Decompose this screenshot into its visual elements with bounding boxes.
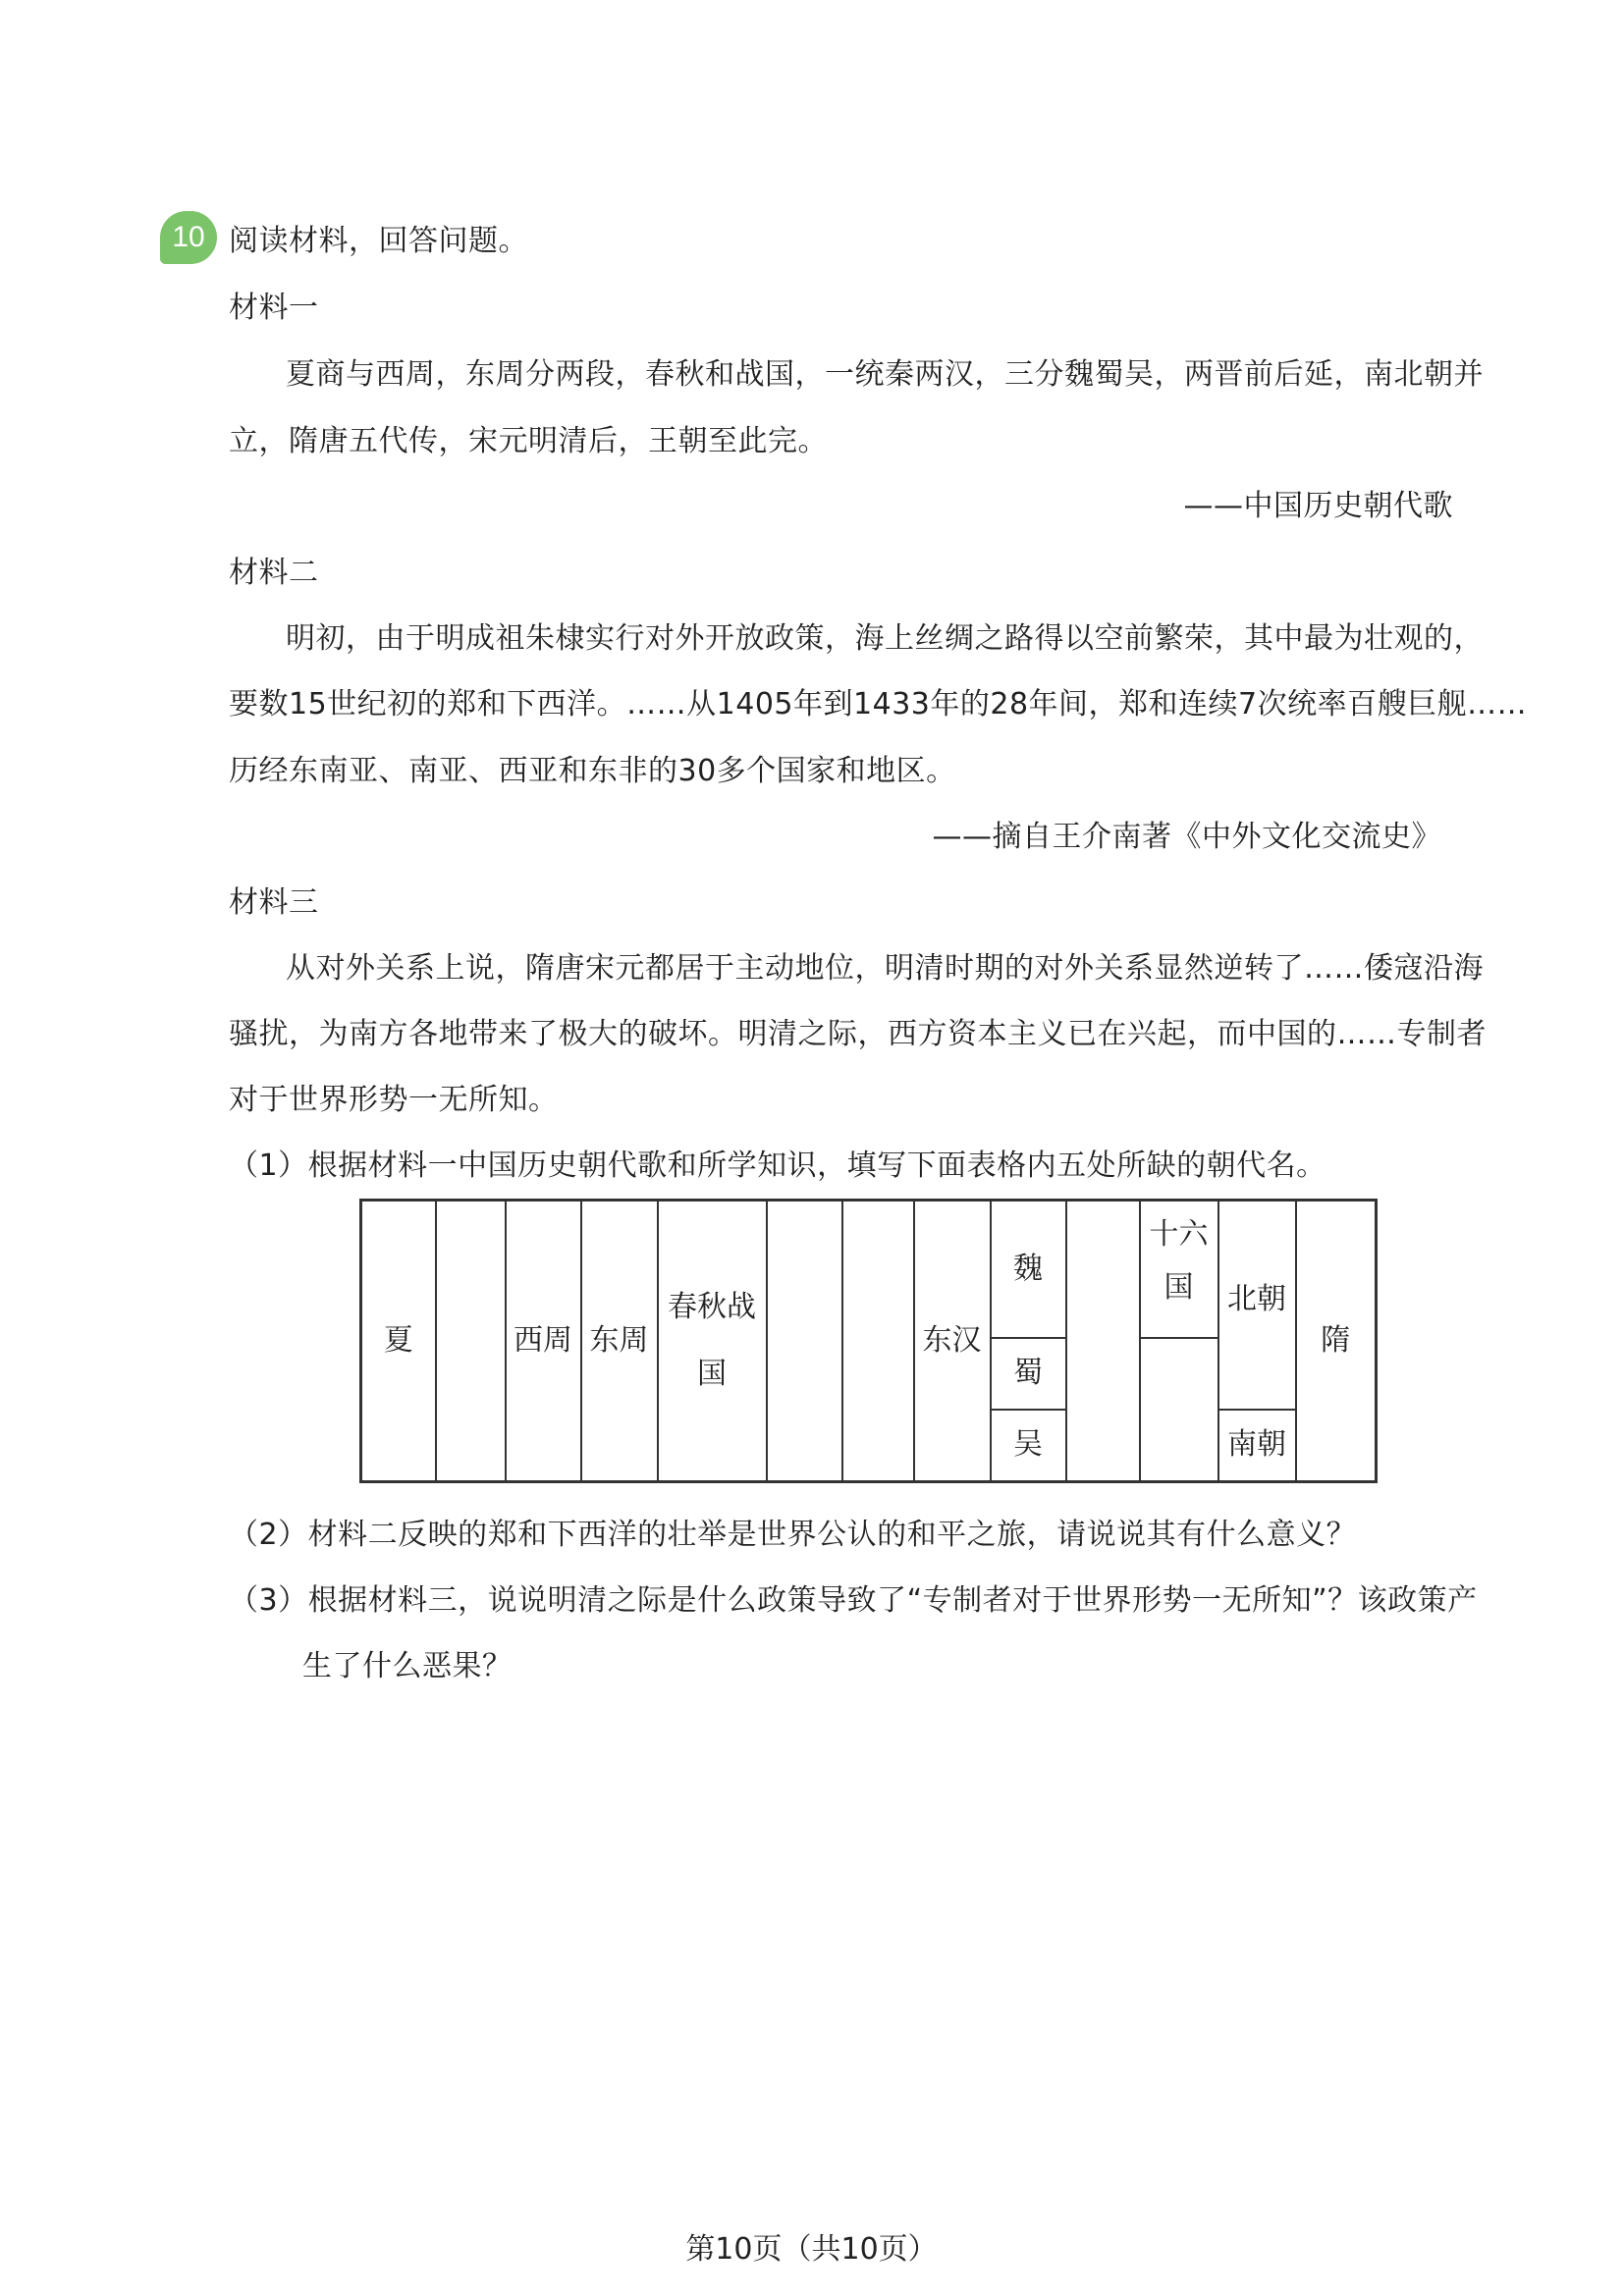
cell-blank-1: [436, 1201, 506, 1482]
cell-blank-4: [1066, 1201, 1140, 1482]
question-number-badge: 10: [160, 211, 217, 264]
dynasty-table: [359, 1199, 1378, 1483]
cell-blank-5: [1140, 1338, 1218, 1482]
material1-line-1: 夏商与西周，东周分两段，春秋和战国，一统秦两汉，三分魏蜀吴，两晋前后延，南北朝并: [286, 357, 1484, 392]
cell-shu: 蜀: [991, 1338, 1066, 1410]
cell-xia: 夏: [361, 1201, 436, 1482]
material2-line-2: 要数15世纪初的郑和下西洋。……从1405年到1433年的28年间，郑和连续7次统率百艘巨舰……: [229, 687, 1528, 721]
material2-line-1: 明初，由于明成祖朱棣实行对外开放政策，海上丝绸之路得以空前繁荣，其中最为壮观的，: [286, 621, 1484, 656]
cell-shiliu-line-1: 十六: [1149, 1217, 1209, 1252]
cell-wu: 吴: [991, 1410, 1066, 1482]
cell-chunqiu-zhanguo: [658, 1201, 767, 1482]
question-2: （2）材料二反映的郑和下西洋的壮举是世界公认的和平之旅，请说说其有什么意义？: [229, 1518, 1357, 1552]
material2-label: 材料二: [229, 556, 319, 590]
material3-line-1: 从对外关系上说，隋唐宋元都居于主动地位，明清时期的对外关系显然逆转了……倭寇沿海: [286, 951, 1484, 986]
cell-beichao: 北朝: [1218, 1201, 1296, 1410]
cell-xizhou: 西周: [506, 1201, 581, 1482]
question-3-line-2: 生了什么恶果？: [302, 1649, 513, 1683]
page-footer: 第10页（共10页）: [685, 2232, 938, 2267]
cell-shiliuguo: [1140, 1201, 1218, 1338]
cell-donghan: 东汉: [914, 1201, 991, 1482]
material1-source: ——中国历史朝代歌: [1183, 489, 1453, 523]
cell-chunqiu-line-1: 春秋战: [668, 1290, 756, 1324]
cell-wei: 魏: [991, 1201, 1066, 1338]
cell-shiliu-line-2: 国: [1163, 1270, 1194, 1305]
cell-nanchao: 南朝: [1218, 1410, 1296, 1482]
material1-label: 材料一: [229, 291, 319, 325]
question-3-line-1: （3）根据材料三，说说明清之际是什么政策导致了“专制者对于世界形势一无所知”？该政策产: [229, 1583, 1478, 1618]
material3-line-2: 骚扰，为南方各地带来了极大的破坏。明清之际，西方资本主义已在兴起，而中国的……专制者: [229, 1017, 1487, 1051]
material3-label: 材料三: [229, 885, 319, 920]
cell-sui: 隋: [1296, 1201, 1377, 1482]
question-1: （1）根据材料一中国历史朝代歌和所学知识，填写下面表格内五处所缺的朝代名。: [229, 1148, 1326, 1183]
question-prompt: 阅读材料，回答问题。: [229, 224, 528, 258]
material2-source: ——摘自王介南著《中外文化交流史》: [932, 820, 1441, 854]
material2-line-3: 历经东南亚、南亚、西亚和东非的30多个国家和地区。: [229, 754, 956, 788]
cell-blank-3: [842, 1201, 914, 1482]
material3-line-3: 对于世界形势一无所知。: [229, 1083, 559, 1117]
cell-dongzhou: 东周: [581, 1201, 658, 1482]
material1-line-2: 立，隋唐五代传，宋元明清后，王朝至此完。: [229, 424, 828, 458]
cell-chunqiu-line-2: 国: [697, 1357, 727, 1391]
cell-blank-2: [767, 1201, 842, 1482]
